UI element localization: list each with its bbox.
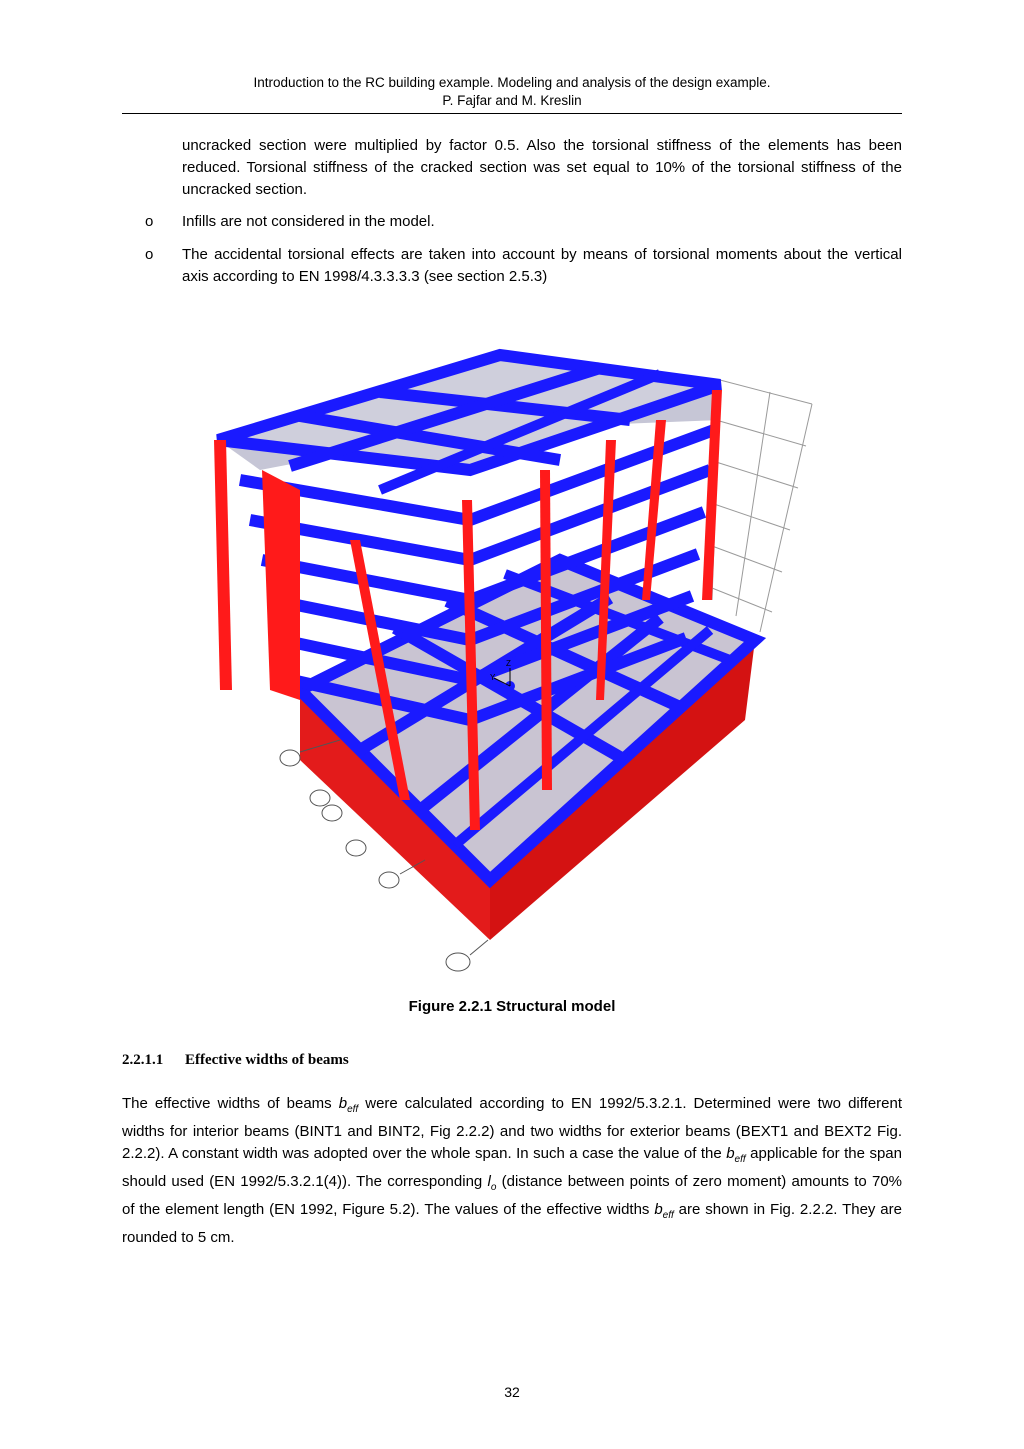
section-heading	[122, 1052, 349, 1069]
bullet-torsion: The accidental torsional effects are taken into account by means of torsional moments about the vertical axis according to EN 1998/4.3.3.3.3 (see section 2.5.3)	[182, 246, 902, 285]
section-number: 2.2.1.1	[122, 1052, 164, 1068]
bullet-mark: o	[145, 213, 154, 230]
header-title: Introduction to the RC building example. Modeling and analysis of the design example.	[253, 75, 771, 90]
bullet-infills: Infills are not considered in the model.	[182, 213, 435, 230]
continuation-paragraph: uncracked section were multiplied by factor 0.5. Also the torsional stiffness of the elements has been reduced. Torsional stiffness of the cracked section was set equal to 10% of the torsional stiffness of the uncracked section.	[182, 137, 902, 198]
section-title: Effective widths of beams	[185, 1052, 349, 1068]
figure-caption: Figure 2.2.1 Structural model	[408, 998, 616, 1015]
page-number: 32	[504, 1384, 520, 1400]
header-authors: P. Fajfar and M. Kreslin	[442, 93, 582, 108]
bullet-mark: o	[145, 246, 154, 263]
y-axis-label: Y	[490, 673, 496, 682]
z-axis-label: Z	[506, 659, 511, 668]
wireframe-grid	[712, 380, 812, 632]
effective-widths-paragraph: The effective widths of beams $b_{eff}$ were calculated according to EN 1992/5.3.2.1. Determined were two different widths for interior beams (BINT1 and BINT2, Fig 2.2.2) and two widths for exterior beams (BEXT1 and BEXT2 Fig. 2.2.2). A constant width was adopted over the whole span. In such a case the value of the $b_{eff}$ applicable for the span should used (EN 1992/5.3.2.1(4)). The corresponding $l_o$ (distance between points of zero moment) amounts to 70% of the element length (EN 1992, Figure 5.2). The values of the effective widths $b_{eff}$ are shown in Fig. 2.2.2. They are rounded to 5 cm.	[122, 1095, 903, 1246]
